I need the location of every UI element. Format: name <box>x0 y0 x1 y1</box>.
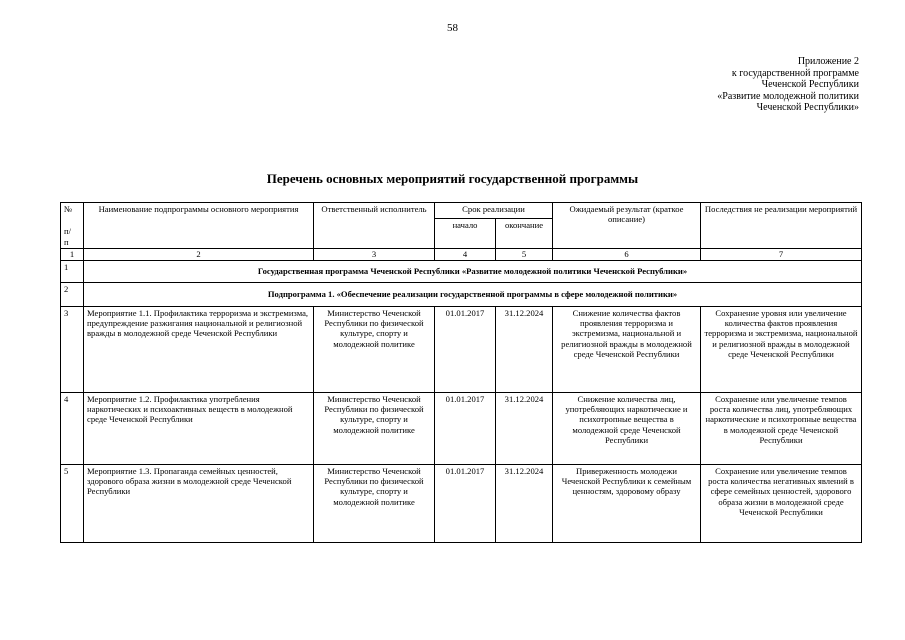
event-name: Мероприятие 1.3. Пропаганда семейных ценностей, здорового образа жизни в молодежной среде Чеченской Республики <box>84 464 314 542</box>
event-end: 31.12.2024 <box>496 464 553 542</box>
program-row <box>61 260 862 282</box>
header-consequences: Последствия не реализации мероприятий <box>701 203 862 249</box>
program-title: Государственная программа Чеченской Республики «Развитие молодежной политики Чеченской Республики» <box>84 260 862 282</box>
page-number: 58 <box>447 22 458 34</box>
appendix-line: «Развитие молодежной политики <box>717 90 859 102</box>
column-number: 4 <box>435 248 496 260</box>
event-consequences: Сохранение уровня или увеличение количества фактов проявления терроризма и экстремизма, национальной и религиозной вражды в молодежной среде Чеченской Республики <box>701 306 862 392</box>
table-row <box>61 464 862 542</box>
appendix-line: Чеченской Республики» <box>756 102 859 113</box>
header-number: № п/ п <box>61 203 84 249</box>
event-end: 31.12.2024 <box>496 306 553 392</box>
event-consequences: Сохранение или увеличение темпов роста количества негативных явлений в сфере семейных ценностей, здорового образа жизни в молодежной среде Чеченской Республики <box>701 464 862 542</box>
event-responsible: Министерство Чеченской Республики по физической культуре, спорту и молодежной политике <box>314 392 435 464</box>
subprogram-title: Подпрограмма 1. «Обеспечение реализации государственной программы в сфере молодежной политики» <box>84 282 862 306</box>
column-number: 5 <box>496 248 553 260</box>
column-number: 2 <box>84 248 314 260</box>
document-title: Перечень основных мероприятий государственной программы <box>266 171 639 186</box>
row-number: 1 <box>61 260 84 282</box>
header-term: Срок реализации <box>435 203 553 219</box>
event-consequences: Сохранение или увеличение темпов роста количества лиц, употребляющих наркотические и психотропные вещества в молодежной среде Чеченской Республики <box>701 392 862 464</box>
column-number: 7 <box>701 248 862 260</box>
event-result: Снижение количества лиц, употребляющих наркотические и психотропные вещества в молодежной среде Чеченской Республики <box>553 392 701 464</box>
column-number: 6 <box>553 248 701 260</box>
event-end: 31.12.2024 <box>496 392 553 464</box>
header-name: Наименование подпрограммы основного мероприятия <box>84 203 314 249</box>
table-row <box>61 392 862 464</box>
event-start: 01.01.2017 <box>435 392 496 464</box>
table-row <box>61 306 862 392</box>
appendix-line: к государственной программе <box>731 67 859 79</box>
row-number: 5 <box>61 464 84 542</box>
subprogram-row <box>61 282 862 306</box>
event-name: Мероприятие 1.1. Профилактика терроризма и экстремизма, предупреждение разжигания национальной и религиозной вражды в молодежной среде Чеченской Республики <box>84 306 314 392</box>
event-result: Приверженность молодежи Чеченской Республики к семейным ценностям, здоровому образу <box>553 464 701 542</box>
row-number: 2 <box>61 282 84 306</box>
event-responsible: Министерство Чеченской Республики по физической культуре, спорту и молодежной политике <box>314 306 435 392</box>
event-responsible: Министерство Чеченской Республики по физической культуре, спорту и молодежной политике <box>314 464 435 542</box>
column-number-row <box>61 248 862 260</box>
header-end: окончание <box>496 218 553 248</box>
column-number: 1 <box>61 248 84 260</box>
header-result: Ожидаемый результат (краткое описание) <box>553 203 701 249</box>
event-name: Мероприятие 1.2. Профилактика употребления наркотических и психоактивных веществ в молодежной среде Чеченской Республики <box>84 392 314 464</box>
appendix-line: Чеченской Республики <box>761 79 859 90</box>
column-number: 3 <box>314 248 435 260</box>
row-number: 3 <box>61 306 84 392</box>
event-start: 01.01.2017 <box>435 306 496 392</box>
table-header-row <box>61 203 862 219</box>
event-start: 01.01.2017 <box>435 464 496 542</box>
appendix-caption <box>717 56 859 114</box>
events-table <box>60 202 862 543</box>
header-responsible: Ответственный исполнитель <box>314 203 435 249</box>
appendix-line: Приложение 2 <box>797 56 859 67</box>
row-number: 4 <box>61 392 84 464</box>
event-result: Снижение количества фактов проявления терроризма и экстремизма, национальной и религиозной вражды в молодежной среде Чеченской Республики <box>553 306 701 392</box>
header-start: начало <box>435 218 496 248</box>
